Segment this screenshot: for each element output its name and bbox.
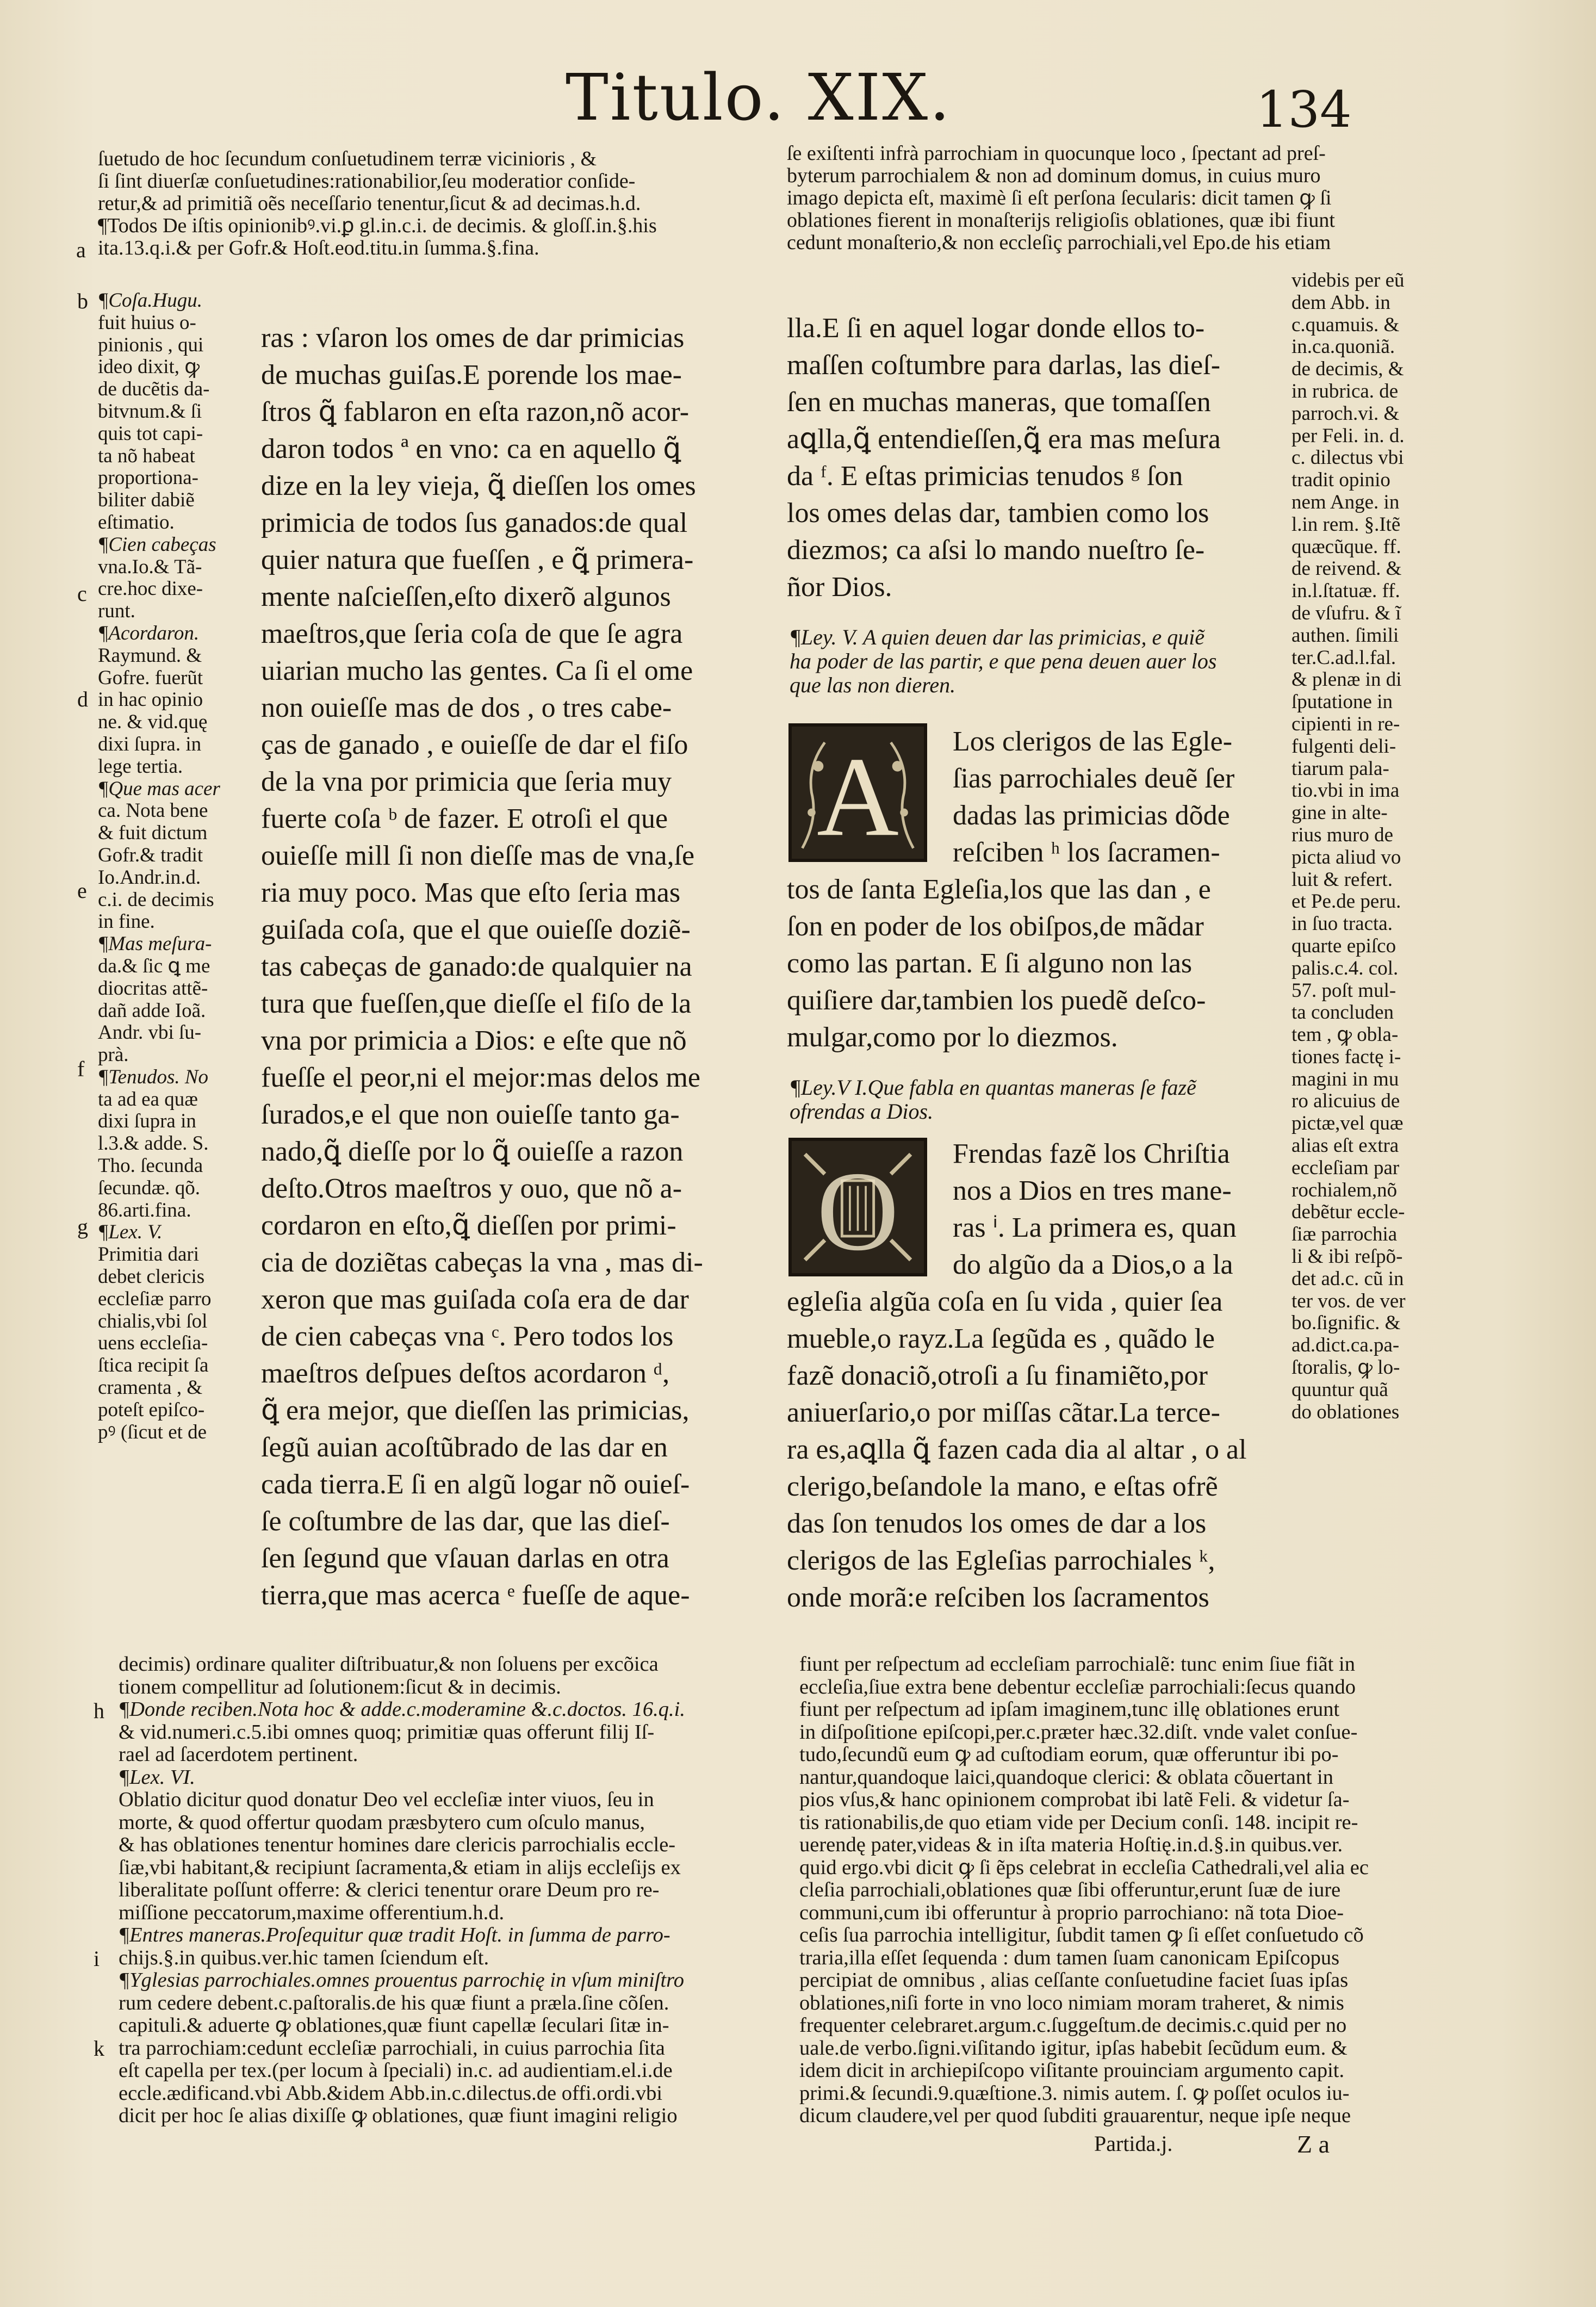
margin-note-line: quarte epiſco [1291, 935, 1396, 957]
left-margin-notes [98, 290, 242, 1443]
main-text-line: aniuerſario,o por miſſas cãtar.La terce- [787, 1397, 1220, 1428]
gloss-line: tudo,ſecundũ eum ꝙ ad cuſtodiam eorum, quæ offeruntur ibi po- [799, 1744, 1339, 1766]
main-text-line: aꝗlla,ꝗ̃ entendieſſen,ꝗ̃ era mas meſura [787, 424, 1221, 455]
main-text-line: guiſada coſa, que el que ouieſſe doziẽ- [261, 914, 691, 945]
margin-note-line: chialis,vbi ſol [98, 1310, 208, 1332]
margin-note-line: det ad.c. cũ in [1291, 1268, 1404, 1290]
margin-note-line: c.quamuis. & [1291, 314, 1400, 336]
main-text-line: ra es,aꝗlla ꝗ̃ fazen cada dia al altar , o al [787, 1434, 1247, 1465]
note-marker-e: e [77, 878, 87, 903]
main-text-line: reſciben ʰ los ſacramen- [953, 837, 1220, 868]
margin-note-line: de reivend. & [1291, 558, 1402, 580]
margin-note-line: Primitia dari [98, 1244, 199, 1266]
margin-note-line: luit & refert. [1291, 869, 1393, 891]
margin-note-line: fuit huius o- [98, 312, 196, 334]
margin-note-line: ¶Mas meſura- [98, 933, 212, 956]
main-text-line: tierra,que mas acerca ᵉ fueſſe de aque- [261, 1580, 690, 1611]
gloss-line: eſt capella per tex.(per locum à ſpeciali) in.c. ad audientiam.el.i.de [119, 2060, 673, 2082]
gloss-line: & vid.numeri.c.5.ibi omnes quoq; primitiæ quas offerunt filij Iſ- [119, 1721, 655, 1744]
margin-note-line: ter.C.ad.l.fal. [1291, 647, 1396, 669]
gloss-line: traria,illa eſſet ſequenda : dum tamen ſuam canonicam Epiſcopus [799, 1946, 1340, 1969]
gloss-line: capituli.& aduerte ꝙ oblationes,quæ fiunt capellæ ſeculari ſitæ in- [119, 2014, 669, 2037]
margin-note-line: dem Abb. in [1291, 292, 1390, 314]
gloss-line: frequenter celebraret.argum.c.ſuggeſtum.de decimis.c.quid per no [799, 2014, 1347, 2037]
main-text-line: dize en la ley vieja, ꝗ̃ dieſſen los omes [261, 470, 696, 501]
left-main-text [261, 320, 750, 1614]
ley-vi-body [787, 1283, 1265, 1616]
margin-note-line: de decimis, & [1291, 358, 1404, 381]
margin-note-line: magini in mu [1291, 1068, 1399, 1090]
main-text-line: do algũo da a Dios,o a la [953, 1249, 1233, 1280]
gloss-line: ſi ſint diuerſæ conſuetudines:rationabilior,ſeu moderatior conſide- [98, 170, 636, 193]
margin-note-line: per Feli. in. d. [1291, 425, 1405, 447]
margin-note-line: tem , ꝙ obla- [1291, 1024, 1399, 1046]
page-number: 134 [1256, 80, 1352, 139]
margin-note-line: picta aliud vo [1291, 846, 1401, 869]
main-text-line: daron todos ª en vno: ca en aquello ꝗ̃ [261, 433, 681, 464]
margin-note-line: in fine. [98, 911, 155, 933]
margin-note-line: ter vos. de ver [1291, 1290, 1406, 1312]
main-text-line: de cien cabeças vna ᶜ. Pero todos los [261, 1321, 674, 1352]
margin-note-line: tio.vbi in ima [1291, 780, 1400, 802]
gloss-line: ¶Todos De iſtis opinionibꝰ.vi.ꝑ gl.in.c.i. de decimis. & gloſſ.in.§.his [98, 215, 657, 237]
main-text-line: lla.E ſi en aquel logar donde ellos to- [787, 313, 1205, 344]
main-text-line: egleſia algũa coſa en ſu vida , quier ſea [787, 1286, 1223, 1317]
margin-note-line: in hac opinio [98, 689, 203, 711]
margin-note-line: tiones factę i- [1291, 1046, 1401, 1068]
margin-note-line: quis tot capi- [98, 423, 203, 445]
gloss-line: tra parrochiam:cedunt eccleſiæ parrochiali, in cuius parrochia ſita [119, 2037, 665, 2060]
margin-note-line: debẽtur eccle- [1291, 1201, 1405, 1224]
margin-note-line: ne. & vid.quę [98, 711, 208, 734]
main-text-line: ſurados,e el que non ouieſſe tanto ga- [261, 1099, 680, 1130]
main-text-line: de muchas guiſas.E porende los mae- [261, 359, 682, 390]
gathering-signature: Z a [1297, 2130, 1330, 2158]
margin-note-line: tradit opinio [1291, 469, 1390, 492]
main-text-line: tos de ſanta Egleſia,los que las dan , e [787, 874, 1211, 905]
gloss-line: in diſpoſitione epiſcopi,per.c.præter hæc.32.diſt. vnde valet conſue- [799, 1721, 1358, 1744]
main-text-line: ſe coſtumbre de las dar, que las dieſ- [261, 1506, 670, 1537]
main-text-line: tas cabeças de ganado:de qualquier na [261, 951, 692, 982]
margin-note-line: nem Ange. in [1291, 491, 1400, 513]
main-text-line: das ſon tenudos los omes de dar a los [787, 1508, 1207, 1539]
gloss-line: morte, & quod offertur quodam præsbytero cum oſculo manus, [119, 1811, 645, 1834]
margin-note-line: in.ca.quoniã. [1291, 336, 1395, 358]
margin-note-line: c. dilectus vbi [1291, 447, 1404, 469]
margin-note-line: ¶Acordaron. [98, 622, 200, 644]
main-text-line: dadas las primicias dõde [953, 800, 1230, 831]
margin-note-line: quæcũque. ff. [1291, 536, 1401, 558]
margin-note-line: ideo dixit, ꝙ [98, 356, 200, 379]
main-text-line: ouieſſe mill ſi non dieſſe mas de vna,ſe [261, 840, 695, 871]
gloss-line: ¶Donde reciben.Nota hoc & adde.c.moderamine &.c.doctos. 16.q.i. [119, 1698, 685, 1721]
gloss-line: primi.& ſecundi.9.quæſtione.3. nimis autem. ſ. ꝙ poſſet oculos iu- [799, 2082, 1350, 2105]
main-text-line: fuerte coſa ᵇ de fazer. E otroſi el que [261, 803, 668, 834]
margin-note-line: ſecundæ. qõ. [98, 1177, 201, 1199]
margin-note-line: ¶Que mas acer [98, 778, 220, 800]
margin-note-line: Io.Andr.in.d. [98, 866, 201, 889]
margin-note-line: proportiona- [98, 467, 198, 489]
margin-note-line: authen. ſimili [1291, 624, 1399, 647]
gloss-line: dicit per hoc ſe alias dixiſſe ꝙ oblationes, quæ fiunt imagini religio [119, 2105, 678, 2127]
main-text-line: Los clerigos de las Egle- [953, 726, 1233, 757]
right-margin-notes [1291, 270, 1465, 1423]
margin-note-line: alias eſt extra [1291, 1135, 1399, 1157]
gloss-line: byterum parrochialem & non ad dominum domus, in cuius muro [787, 165, 1321, 187]
main-text-line: mente naſcieſſen,eſto dixerõ algunos [261, 581, 671, 612]
margin-note-line: fulgenti deli- [1291, 735, 1396, 758]
margin-note-line: biliter dabiẽ [98, 489, 195, 512]
gloss-line: ¶Yglesias parrochiales.omnes prouentus parrochię in vſum miniſtro [119, 1969, 684, 1992]
ley-heading-line: que las non dieren. [790, 673, 956, 697]
gloss-line: oblationes fierent in monaſterijs religioſis oblationes, quæ ibi fiunt [787, 209, 1335, 232]
main-text-line: ras ⁱ. La primera es, quan [953, 1212, 1237, 1243]
main-text-line: onde morã:e reſciben los ſacramentos [787, 1582, 1209, 1613]
note-marker-h: h [94, 1698, 104, 1723]
margin-note-line: diocritas attẽ- [98, 977, 208, 1000]
margin-note-line: de ducẽtis da- [98, 379, 210, 401]
main-text-line: ras : vſaron los omes de dar primicias [261, 323, 685, 354]
main-text-line: nos a Dios en tres mane- [953, 1175, 1232, 1206]
margin-note-line: 57. poſt mul- [1291, 979, 1396, 1002]
margin-note-line: pꝰ (ſicut et de [98, 1421, 207, 1443]
right-top-gloss [787, 142, 1494, 254]
margin-note-line: videbis per eũ [1291, 270, 1405, 292]
margin-note-line: de vſufru. & ĩ [1291, 602, 1401, 624]
margin-note-line: uens eccleſia- [98, 1332, 208, 1355]
main-text-line: ças de ganado , e ouieſſe de dar el fiſo [261, 729, 688, 760]
gloss-line: tionem compellitur ad ſolutionem:ſicut & in decimis. [119, 1676, 561, 1698]
margin-note-line: runt. [98, 600, 135, 623]
margin-note-line: cramenta , & [98, 1377, 203, 1399]
main-text-line: cordaron en eſto,ꝗ̃ dieſſen por primi- [261, 1210, 676, 1241]
decorated-initial-o [788, 1138, 927, 1276]
margin-note-line: ca. Nota bene [98, 800, 208, 822]
margin-note-line: gine in alte- [1291, 802, 1388, 824]
gloss-line: ſe exiſtenti infrà parrochiam in quocunque loco , ſpectant ad preſ- [787, 142, 1326, 165]
gloss-line: chijs.§.in quibus.ver.hic tamen ſciendum eſt. [119, 1946, 489, 1969]
gloss-line: oblationes,niſi forte in vno loco nimiam moram traheret, & nimis [799, 1992, 1344, 2014]
gloss-line: ſiæ,vbi habitant,& recipiunt ſacramenta,& etiam in alijs eccleſijs ex [119, 1856, 681, 1879]
ley-heading-line: ¶Ley.V I.Que fabla en quantas maneras ſe fazẽ [790, 1076, 1196, 1100]
main-text-line: fueſſe el peor,ni el mejor:mas delos me [261, 1062, 700, 1093]
main-text-line: mueble,o rayz.La ſegũda es , quãdo le [787, 1323, 1215, 1354]
margin-note-line: ¶Coſa.Hugu. [98, 290, 203, 312]
margin-note-line: prà. [98, 1044, 129, 1066]
right-bottom-gloss [799, 1653, 1501, 2128]
gloss-line: idem dicit in archiepiſcopo viſitante prouinciam argumento capit. [799, 2060, 1345, 2082]
main-text-line: clerigo,beſandole la mano, e eſtas ofrẽ [787, 1471, 1218, 1502]
ley-heading-line: ¶Ley. V. A quien deuen dar las primicias, e quiẽ [790, 625, 1205, 649]
margin-note-line: ta concluden [1291, 1002, 1394, 1024]
margin-note-line: poteſt epiſco- [98, 1399, 205, 1421]
margin-note-line: & fuit dictum [98, 822, 208, 845]
decorated-initial-a [788, 723, 927, 862]
margin-note-line: ta ad ea quæ [98, 1088, 198, 1111]
margin-note-line: ſputatione in [1291, 691, 1393, 714]
main-text-line: da ᶠ. E eſtas primicias tenudos ᵍ ſon [787, 461, 1183, 492]
margin-note-line: Andr. vbi ſu- [98, 1022, 202, 1044]
gloss-line: percipiat de omnibus , alias ceſſante conſuetudine faciet ſuas ipſas [799, 1969, 1349, 1992]
main-text-line: maeſtros deſpues deſtos acordaron ᵈ, [261, 1358, 670, 1389]
gloss-line: fiunt per reſpectum ad ipſam imaginem,tunc illę oblationes erunt [799, 1698, 1340, 1721]
margin-note-line: cre.hoc dixe- [98, 578, 203, 600]
main-text-line: clerigos de las Egleſias parrochiales ᵏ, [787, 1545, 1215, 1576]
main-text-line: quiſiere dar,tambien los puedẽ deſco- [787, 985, 1206, 1016]
main-text-line: de la vna por primicia que ſeria muy [261, 766, 672, 797]
main-text-line: quier natura que fueſſen , e ꝗ̃ primera- [261, 544, 694, 575]
main-text-line: mulgar,como por lo diezmos. [787, 1022, 1118, 1053]
svg-text:A: A [817, 734, 899, 859]
note-marker-k: k [94, 2036, 104, 2061]
margin-note-line: ro alicuius de [1291, 1090, 1400, 1113]
margin-note-line: Tho. ſecunda [98, 1155, 203, 1177]
gloss-line: eccleſia,ſiue extra bene debentur eccleſiæ parrochiali:ſecus quando [799, 1676, 1356, 1698]
ley-v-body-wrapped [953, 723, 1268, 871]
main-text-line: primicia de todos ſus ganados:de qual [261, 507, 688, 538]
margin-note-line: ſiæ parrochia [1291, 1224, 1398, 1246]
main-text-line: fazẽ donaciõ,otroſi a ſu finamiẽto,por [787, 1360, 1208, 1391]
margin-note-line: Gofre. fuerũt [98, 667, 203, 689]
gloss-line: ¶Lex. VI. [119, 1766, 195, 1789]
margin-note-line: Raymund. & [98, 644, 202, 667]
margin-note-line: 86.arti.fina. [98, 1199, 191, 1221]
gloss-line: communi,cum ibi offeruntur à proprio parrochiano: nã tota Dioe- [799, 1901, 1344, 1924]
gloss-line: eccle.ædificand.vbi Abb.&idem Abb.in.c.dilectus.de offi.ordi.vbi [119, 2082, 663, 2105]
ley-vi-body-wrapped [953, 1136, 1268, 1283]
note-marker-d: d [77, 687, 88, 711]
left-bottom-gloss [119, 1653, 752, 2128]
running-title: Titulo. XIX. [566, 60, 952, 135]
margin-note-line: bitvnum.& ſi [98, 400, 202, 423]
main-text-line: vna por primicia a Dios: e eſte que nõ [261, 1025, 687, 1056]
margin-note-line: rochialem,nõ [1291, 1179, 1398, 1201]
margin-note-line: ad.dict.ca.pa- [1291, 1335, 1400, 1357]
main-text-line: nado,ꝗ̃ dieſſe por lo ꝗ̃ ouieſſe a razon [261, 1136, 684, 1167]
main-text-line: cia de doziẽtas cabeças la vna , mas di- [261, 1247, 703, 1278]
margin-note-line: li & ibi reſpõ- [1291, 1246, 1403, 1268]
margin-note-line: ta nõ habeat [98, 445, 195, 467]
margin-note-line: cipienti in re- [1291, 713, 1400, 735]
main-text-line: ſen en muchas maneras, que tomaſſen [787, 387, 1211, 418]
gloss-line: ceſis ſua parrochia intelligitur, ſubdit tamen ꝙ ſi eſſet conſuetudo cõ [799, 1924, 1364, 1946]
margin-note-line: parroch.vi. & [1291, 402, 1400, 425]
main-text-line: ꝗ̃ era mejor, que dieſſen las primicias, [261, 1395, 690, 1426]
margin-note-line: debet clericis [98, 1266, 205, 1288]
ley-v-heading [790, 625, 1268, 697]
gloss-line: fiunt per reſpectum ad eccleſiam parrochialẽ: tunc enim ſiue fiãt in [799, 1653, 1355, 1676]
margin-note-line: ſtoralis, ꝙ lo- [1291, 1357, 1400, 1379]
margin-note-line: eccleſiæ parro [98, 1288, 212, 1310]
ley-heading-line: ha poder de las partir, e que pena deuen auer los [790, 649, 1217, 673]
main-text-line: maſſen coſtumbre para darlas, las dieſ- [787, 350, 1221, 381]
partida-footer: Partida.j. [1094, 2131, 1173, 2156]
gloss-line: ¶Entres maneras.Proſequitur quæ tradit Hoſt. in ſumma de parro- [119, 1924, 670, 1946]
note-marker-a: a [76, 238, 86, 262]
margin-note-line: ¶Cien cabeças [98, 534, 216, 556]
gloss-line: tis rationabilis,de quo etiam vide per Decium conſi. 148. incipit re- [799, 1811, 1358, 1834]
main-text-line: diezmos; ca aſsi lo mando nueſtro ſe- [787, 535, 1205, 566]
svg-text:O: O [817, 1149, 899, 1273]
note-marker-i: i [94, 1946, 100, 1971]
gloss-line: uerendę pater,videas & in iſta materia Hoſtię.in.d.§.in quibus.ver. [799, 1834, 1343, 1856]
main-text-line: maeſtros,que ſeria coſa de que ſe agra [261, 618, 683, 649]
gloss-line: cleſia parrochiali,oblationes quæ ſibi offeruntur,erunt ſuæ de iure [799, 1879, 1341, 1901]
left-top-gloss [98, 148, 750, 259]
margin-note-line: dixi ſupra in [98, 1111, 196, 1133]
margin-note-line: ſtica recipit ſa [98, 1355, 209, 1377]
margin-note-line: tiarum pala- [1291, 758, 1389, 780]
margin-note-line: l.in rem. §.Itẽ [1291, 513, 1401, 536]
gloss-line: retur,& ad primitiã oẽs neceſſario tenentur,ſicut & ad decimas.h.d. [98, 193, 641, 215]
initial-a-ornament-icon [792, 727, 924, 859]
gloss-line: nantur,quandoque laici,quandoque clerici: & oblata cõuertant in [799, 1766, 1333, 1789]
initial-o-ornament-icon [792, 1141, 924, 1273]
main-text-line: non ouieſſe mas de dos , o tres cabe- [261, 692, 672, 723]
margin-note-line: do oblationes [1291, 1401, 1400, 1423]
note-marker-b: b [77, 289, 88, 313]
gloss-line: dicum claudere,vel per quod ſubditi grauarentur, neque ipſe neque [799, 2105, 1351, 2127]
margin-note-line: Gofr.& tradit [98, 844, 203, 866]
main-text-line: Frendas fazẽ los Chriſtia [953, 1138, 1230, 1169]
ley-heading-line: ofrendas a Dios. [790, 1100, 934, 1124]
margin-note-line: eſtimatio. [98, 511, 175, 534]
note-marker-f: f [77, 1057, 85, 1081]
note-marker-g: g [77, 1214, 88, 1239]
gloss-line: quid ergo.vbi dicit ꝙ ſi ẽps celebrat in eccleſia Cathedrali,vel alia ec [799, 1856, 1369, 1879]
gloss-line: imago depicta eſt, maximè ſi eſt perſona ſecularis: dicit tamen ꝙ ſi [787, 187, 1332, 209]
main-text-line: ſen ſegund que vſauan darlas en otra [261, 1543, 669, 1574]
margin-note-line: da.& ſic ꝗ me [98, 955, 210, 977]
gloss-line: ita.13.q.i.& per Gofr.& Hoſt.eod.titu.in ſumma.§.fina. [98, 237, 539, 259]
margin-note-line: vna.Io.& Tã- [98, 556, 202, 578]
ley-v-body [787, 871, 1265, 1056]
margin-note-line: quuntur quã [1291, 1379, 1388, 1401]
ley-vi-heading [790, 1076, 1268, 1124]
main-text-line: ſtros ꝗ̃ fablaron en eſta razon,nõ acor- [261, 396, 690, 427]
main-text-line: uiarian mucho las gentes. Ca ſi el ome [261, 655, 693, 686]
main-text-line: xeron que mas guiſada coſa era de dar [261, 1284, 689, 1315]
margin-note-line: in rubrica. de [1291, 380, 1399, 402]
main-text-line: ſegũ auian acoſtũbrado de las dar en [261, 1432, 668, 1463]
margin-note-line: l.3.& adde. S. [98, 1133, 209, 1155]
main-text-line: ſias parrochiales deuẽ ſer [953, 763, 1235, 794]
margin-note-line: dañ adde Ioã. [98, 1000, 206, 1022]
gloss-line: & has oblationes tenentur homines dare clericis parrochialis eccle- [119, 1834, 676, 1856]
margin-note-line: pinionis , qui [98, 334, 204, 356]
main-text-line: deſto.Otros maeſtros y ouo, que nõ a- [261, 1173, 682, 1204]
gloss-line: rum cedere debent.c.paſtoralis.de his quæ fiunt a præla.ſine cõſen. [119, 1992, 669, 2014]
gloss-line: cedunt monaſterio,& non eccleſiç parrochiali,vel Epo.de his etiam [787, 232, 1331, 254]
gloss-line: uale.de verbo.ſigni.viſitando igitur, ipſas habebit ſecũdum eum. & [799, 2037, 1347, 2060]
margin-note-line: et Pe.de peru. [1291, 891, 1401, 913]
main-text-line: los omes delas dar, tambien como los [787, 498, 1209, 529]
margin-note-line: & plenæ in di [1291, 669, 1402, 691]
margin-note-line: eccleſiam par [1291, 1157, 1400, 1179]
gloss-line: decimis) ordinare qualiter diſtribuatur,& non ſoluens per excõica [119, 1653, 659, 1676]
margin-note-line: palis.c.4. col. [1291, 957, 1399, 979]
gloss-line: ſuetudo de hoc ſecundum conſuetudinem terræ vicinioris , & [98, 148, 597, 170]
right-main-text [787, 310, 1265, 606]
margin-note-line: lege tertia. [98, 755, 183, 778]
main-text-line: tura que fueſſen,que dieſſe el fiſo de la [261, 988, 692, 1019]
margin-note-line: ¶Lex. V. [98, 1221, 163, 1244]
margin-note-line: dixi ſupra. in [98, 733, 202, 755]
gloss-line: miſſione peccatorum,maxime offerentium.h.d. [119, 1901, 505, 1924]
main-text-line: ſon en poder de los obiſpos,de mãdar [787, 911, 1204, 942]
margin-note-line: c.i. de decimis [98, 889, 214, 911]
main-text-line: cada tierra.E ſi en algũ logar nõ ouieſ- [261, 1469, 690, 1500]
margin-note-line: in.l.ſtatuæ. ff. [1291, 580, 1400, 603]
main-text-line: ria muy poco. Mas que eſto ſeria mas [261, 877, 681, 908]
main-text-line: ñor Dios. [787, 572, 892, 603]
margin-note-line: pictæ,vel quæ [1291, 1113, 1404, 1135]
margin-note-line: rius muro de [1291, 824, 1394, 846]
margin-note-line: bo.ſignific. & [1291, 1312, 1401, 1335]
margin-note-line: ¶Tenudos. No [98, 1066, 209, 1088]
gloss-line: Oblatio dicitur quod donatur Deo vel eccleſiæ inter viuos, ſeu in [119, 1789, 654, 1811]
gloss-line: pios vſus,& hanc opinionem comprobat ibi latẽ Feli. & videtur ſa- [799, 1789, 1350, 1811]
gloss-line: rael ad ſacerdotem pertinent. [119, 1744, 358, 1766]
gloss-line: liberalitate poſſunt offerre: & clerici tenentur orare Deum pro re- [119, 1879, 660, 1901]
note-marker-c: c [77, 581, 87, 606]
margin-note-line: in ſuo tracta. [1291, 913, 1393, 935]
main-text-line: como las partan. E ſi alguno non las [787, 948, 1193, 979]
